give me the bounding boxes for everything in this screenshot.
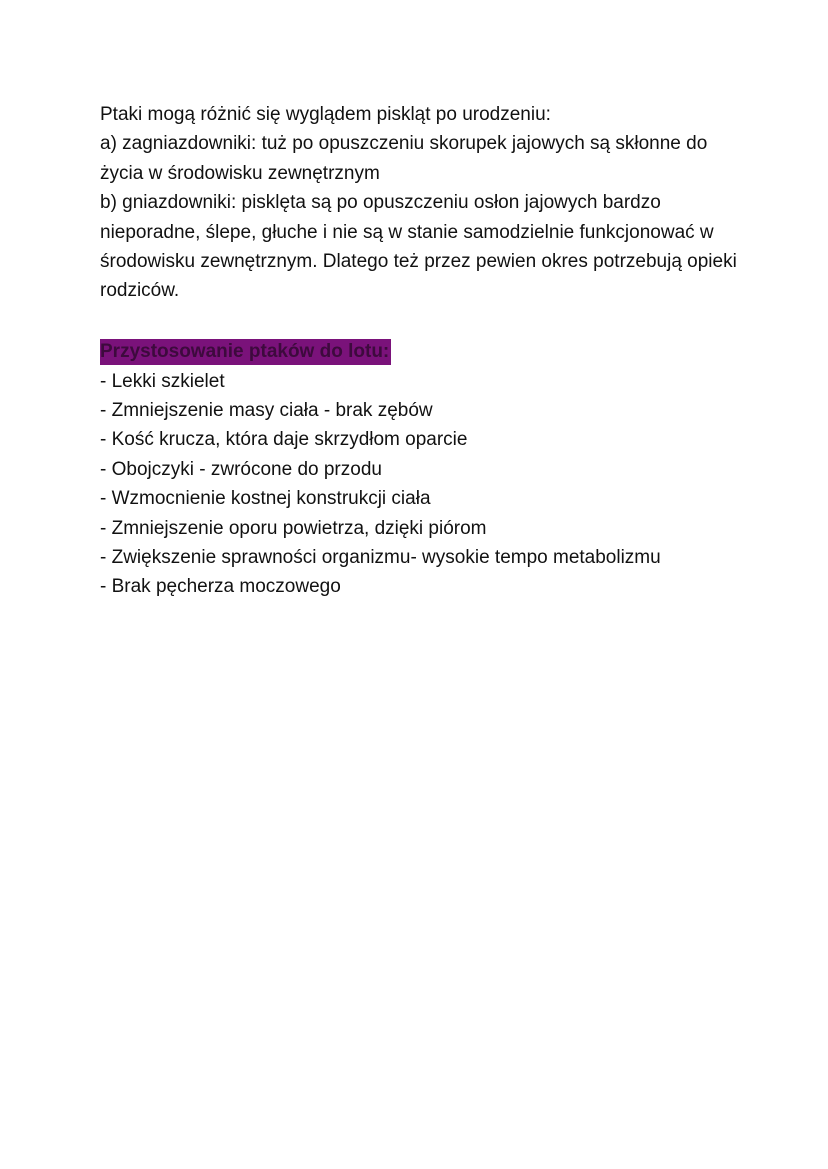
list-item: - Lekki szkielet	[100, 370, 225, 392]
section-heading: Przystosowanie ptaków do lotu:	[100, 339, 391, 365]
list-item: - Zmniejszenie oporu powietrza, dzięki piórom	[100, 517, 487, 539]
list-item: - Kość krucza, która daje skrzydłom oparcie	[100, 429, 468, 451]
intro-line: a) zagniazdowniki: tuż po opuszczeniu skorupek jajowych są skłonne do	[100, 133, 708, 155]
intro-line: środowisku zewnętrznym. Dlatego też przez pewien okres potrzebują opieki	[100, 251, 737, 273]
list-item: - Zwiększenie sprawności organizmu- wysokie tempo metabolizmu	[100, 547, 661, 569]
intro-line: nieporadne, ślepe, głuche i nie są w stanie samodzielnie funkcjonować w	[100, 221, 714, 243]
list-item: - Zmniejszenie masy ciała - brak zębów	[100, 400, 433, 422]
intro-line: b) gniazdowniki: pisklęta są po opuszczeniu osłon jajowych bardzo	[100, 192, 661, 214]
intro-line: rodziców.	[100, 280, 180, 302]
intro-line: Ptaki mogą różnić się wyglądem piskląt po urodzeniu:	[100, 104, 551, 125]
adaptations-list	[100, 367, 740, 602]
paragraph-spacer	[100, 306, 740, 335]
list-item: - Wzmocnienie kostnej konstrukcji ciała	[100, 488, 431, 510]
document-body	[100, 100, 740, 602]
list-item: - Obojczyki - zwrócone do przodu	[100, 458, 382, 480]
list-item: - Brak pęcherza moczowego	[100, 576, 341, 598]
intro-line: życia w środowisku zewnętrznym	[100, 162, 380, 184]
